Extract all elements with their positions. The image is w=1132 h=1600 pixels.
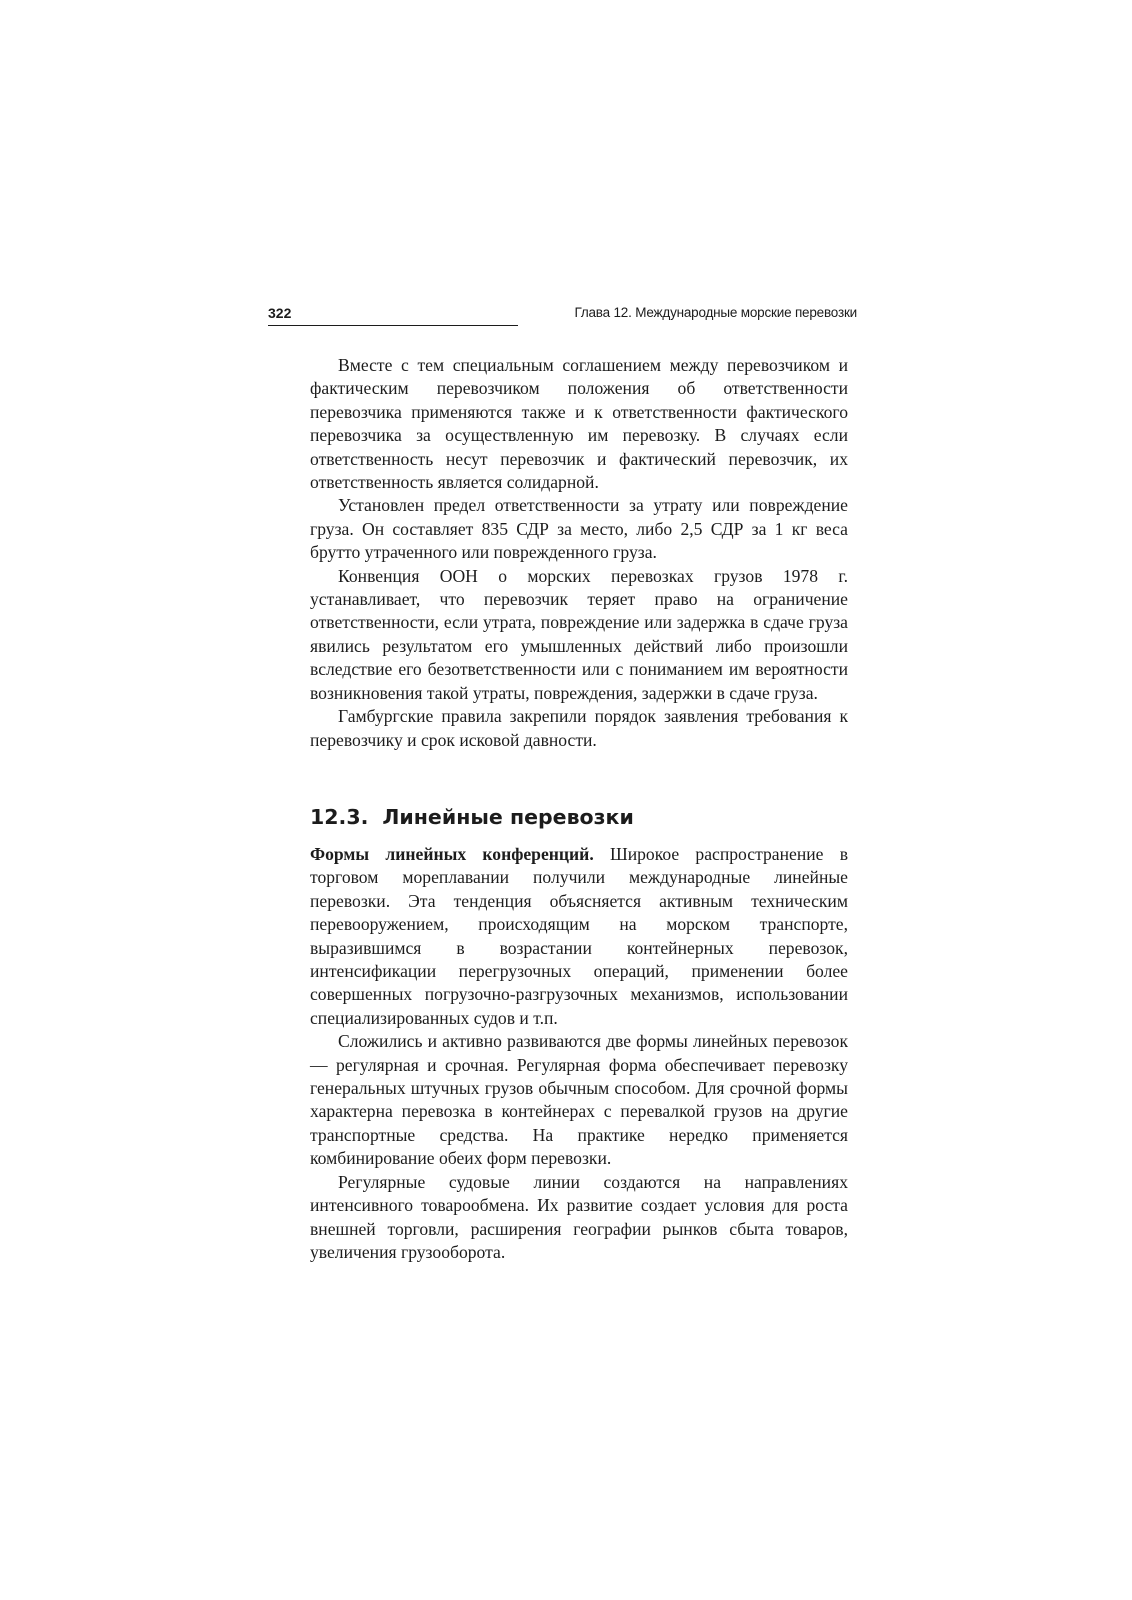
paragraph-1: Вместе с тем специальным соглашением между перевозчиком и фактическим перевозчиком положения об ответственности перевозчика применяются также и к ответственности фактического перевозчика за осуществленную им перевозку. В случаях если ответственность несут перевозчик и фактический перевозчик, их ответственность является солидарной. bbox=[310, 355, 848, 493]
run-in-heading: Формы линейных конференций. bbox=[310, 844, 594, 864]
page-number: 322 bbox=[268, 305, 292, 321]
body-text-after-section bbox=[310, 843, 848, 1264]
paragraph-2: Установлен предел ответственности за утрату или повреждение груза. Он составляет 835 СДР за место, либо 2,5 СДР за 1 кг веса брутто утраченного или поврежденного груза. bbox=[310, 495, 848, 563]
paragraph-6: Сложились и активно развиваются две формы линейных перевозок — регулярная и срочная. Регулярная форма обеспечивает перевозку генеральных штучных грузов обычным способом. Для срочной формы характерна перевозка в контейнерах с перевалкой грузов на другие транспортные средства. На практике нередко применяется комбинирование обеих форм перевозки. bbox=[310, 1031, 848, 1169]
paragraph-7: Регулярные судовые линии создаются на направлениях интенсивного товарообмена. Их развитие создает условия для роста внешней торговли, расширения географии рынков сбыта товаров, увеличения грузооборота. bbox=[310, 1171, 848, 1262]
running-head: Глава 12. Международные морские перевозки bbox=[574, 305, 857, 320]
paragraph-5-text: Широкое распространение в торговом мореплавании получили международные линейные перевозки. Эта тенденция объясняется активным техническим перевооружением, происходящим на морском транспорте, выразившимся в возрастании контейнерных перевозок, интенсификации перегрузочных операций, применении более совершенных погрузочно-разгрузочных механизмов, использовании специализированных судов и т.п. bbox=[310, 844, 848, 1028]
section-number: 12.3. bbox=[310, 805, 369, 829]
paragraph-4: Гамбургские правила закрепили порядок заявления требования к перевозчику и срок исковой давности. bbox=[310, 706, 848, 750]
paragraph-5 bbox=[310, 843, 848, 1030]
section-title: Линейные перевозки bbox=[382, 805, 634, 829]
body-text-before-section bbox=[310, 354, 848, 752]
section-heading bbox=[310, 804, 848, 830]
header-rule bbox=[268, 325, 518, 326]
paragraph-3: Конвенция ООН о морских перевозках грузов 1978 г. устанавливает, что перевозчик теряет право на ограничение ответственности, если утрата, повреждение или задержка в сдаче груза явились результатом его умышленных действий либо произошли вследствие его безответственности или с пониманием им вероятности возникновения такой утраты, повреждения, задержки в сдаче груза. bbox=[310, 565, 848, 703]
page-header bbox=[268, 304, 857, 330]
